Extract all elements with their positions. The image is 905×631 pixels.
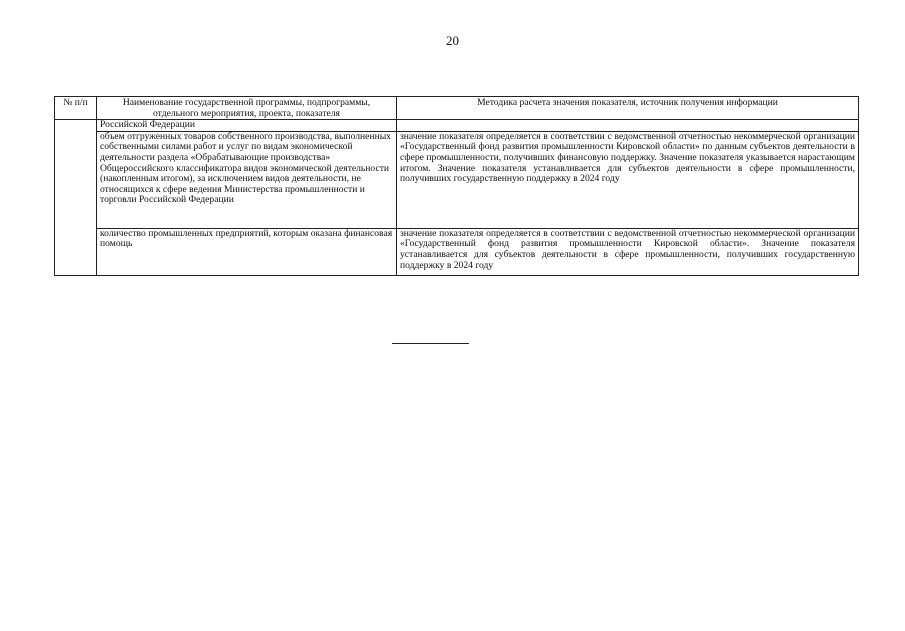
cell-num xyxy=(55,120,97,276)
header-name: Наименование государственной программы, подпрограммы, отдельного мероприятия, проекта, показателя xyxy=(97,97,397,120)
page-number: 20 xyxy=(446,33,459,48)
separator-line xyxy=(392,343,469,344)
table-row xyxy=(55,228,859,275)
table-row xyxy=(55,120,859,132)
cell-method: значение показателя определяется в соответствии с ведомственной отчетностью некоммерческой организации «Государственный фонд развития промышленности Кировской области». Значение показателя устанавливается для субъектов деятельности в сфере промышленности, получивших государственную поддержку в 2024 году xyxy=(397,228,859,275)
cell-method: значение показателя определяется в соответствии с ведомственной отчетностью некоммерческой организации «Государственный фонд развития промышленности Кировской области» по данным субъектов деятельности в сфере промышленности, получивших финансовую поддержку. Значение показателя указывается нарастающим итогом. Значение показателя устанавливается для субъектов деятельности в сфере промышленности, получивших государственную поддержку в 2024 году xyxy=(397,131,859,228)
table-header xyxy=(55,97,859,120)
cell-method xyxy=(397,120,859,132)
header-method: Методика расчета значения показателя, источник получения информации xyxy=(397,97,859,120)
cell-name: объем отгруженных товаров собственного производства, выполненных собственными силами работ и услуг по видам экономической деятельности раздела «Обрабатывающие производства» Общероссийского классификатора видов экономической деятельности (накопленным итогом), за исключением видов деятельности, не относящихся к сфере ведения Министерства промышленности и торговли Российской Федерации xyxy=(97,131,397,228)
header-num: № п/п xyxy=(55,97,97,120)
table-row xyxy=(55,131,859,228)
indicator-table xyxy=(54,96,859,276)
cell-name: количество промышленных предприятий, которым оказана финансовая помощь xyxy=(97,228,397,275)
cell-name: Российской Федерации xyxy=(97,120,397,132)
